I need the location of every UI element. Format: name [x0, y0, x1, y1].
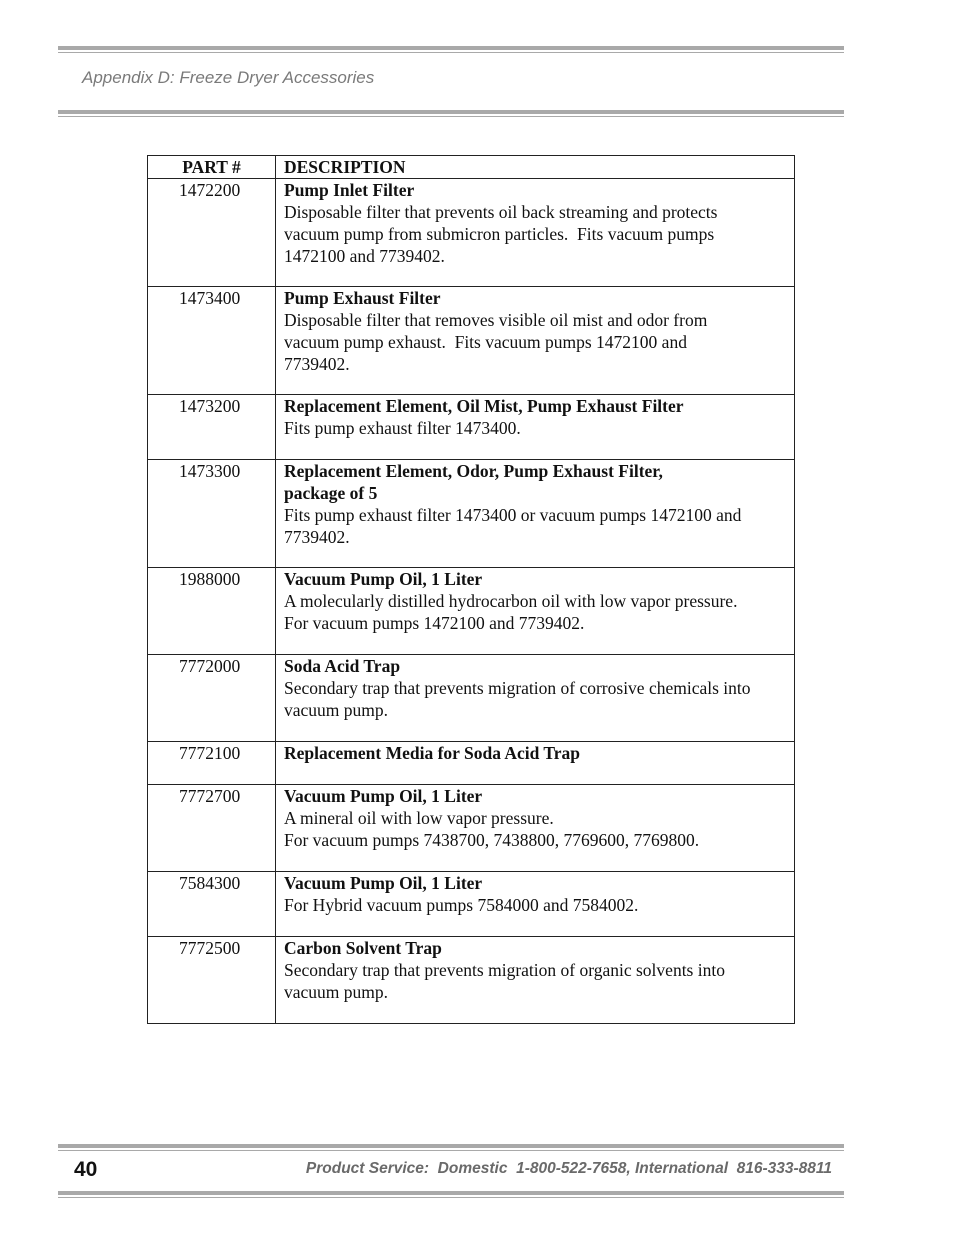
item-title: Pump Inlet Filter: [284, 180, 415, 200]
item-description-line: Disposable filter that removes visible oil mist and odor from: [284, 310, 708, 330]
item-description-line: 7739402.: [284, 527, 350, 547]
item-description-line: Secondary trap that prevents migration of corrosive chemicals into: [284, 678, 751, 698]
column-header-description: DESCRIPTION: [276, 156, 795, 179]
description-cell: [276, 287, 795, 395]
item-description-line: vacuum pump from submicron particles. Fits vacuum pumps: [284, 224, 715, 244]
part-number-cell: 1473400: [148, 287, 276, 395]
item-description-line: A molecularly distilled hydrocarbon oil with low vapor pressure.: [284, 591, 738, 611]
item-description-line: For vacuum pumps 1472100 and 7739402.: [284, 613, 585, 633]
item-description-line: For vacuum pumps 7438700, 7438800, 7769600, 7769800.: [284, 830, 700, 850]
item-title: Vacuum Pump Oil, 1 Liter: [284, 569, 483, 589]
item-title: Replacement Element, Oil Mist, Pump Exhaust Filter: [284, 396, 684, 416]
running-header: Appendix D: Freeze Dryer Accessories: [82, 68, 375, 87]
item-description-line: vacuum pump.: [284, 982, 389, 1002]
item-description-line: A mineral oil with low vapor pressure.: [284, 808, 554, 828]
part-number-cell: 7584300: [148, 872, 276, 937]
item-description-line: For Hybrid vacuum pumps 7584000 and 7584002.: [284, 895, 639, 915]
part-number-cell: 7772700: [148, 785, 276, 872]
table-row: [148, 395, 795, 460]
table-row: [148, 655, 795, 742]
table-row: [148, 287, 795, 395]
item-title: Carbon Solvent Trap: [284, 938, 442, 958]
item-title: Replacement Element, Odor, Pump Exhaust Filter,: [284, 461, 663, 481]
description-cell: [276, 568, 795, 655]
part-number-cell: 7772000: [148, 655, 276, 742]
description-cell: [276, 937, 795, 1024]
description-cell: [276, 395, 795, 460]
part-number-cell: 1472200: [148, 179, 276, 287]
description-cell: [276, 460, 795, 568]
table-row: [148, 179, 795, 287]
item-title: Pump Exhaust Filter: [284, 288, 441, 308]
part-number-cell: 7772500: [148, 937, 276, 1024]
item-title: package of 5: [284, 483, 378, 503]
item-title: Vacuum Pump Oil, 1 Liter: [284, 873, 483, 893]
description-cell: [276, 785, 795, 872]
header-divider: [58, 110, 844, 117]
part-number-cell: 1473300: [148, 460, 276, 568]
part-number-cell: 1473200: [148, 395, 276, 460]
table-row: [148, 460, 795, 568]
item-title: Vacuum Pump Oil, 1 Liter: [284, 786, 483, 806]
description-cell: [276, 655, 795, 742]
table-row: [148, 742, 795, 785]
part-number-cell: 7772100: [148, 742, 276, 785]
table-row: [148, 568, 795, 655]
table-row: [148, 937, 795, 1024]
item-description-line: vacuum pump.: [284, 700, 389, 720]
description-cell: [276, 179, 795, 287]
item-title: Soda Acid Trap: [284, 656, 401, 676]
item-description-line: 7739402.: [284, 354, 350, 374]
item-description-line: Fits pump exhaust filter 1473400 or vacuum pumps 1472100 and: [284, 505, 742, 525]
item-description-line: Secondary trap that prevents migration of organic solvents into: [284, 960, 725, 980]
footer-divider: [58, 1144, 844, 1151]
item-description-line: vacuum pump exhaust. Fits vacuum pumps 1472100 and: [284, 332, 687, 352]
item-description-line: 1472100 and 7739402.: [284, 246, 445, 266]
item-description-line: Fits pump exhaust filter 1473400.: [284, 418, 521, 438]
table-row: [148, 785, 795, 872]
item-title: Replacement Media for Soda Acid Trap: [284, 743, 581, 763]
product-service-contact: Product Service: Domestic 1-800-522-7658, International 816-333-8811: [305, 1160, 832, 1177]
part-number-cell: 1988000: [148, 568, 276, 655]
item-description-line: Disposable filter that prevents oil back streaming and protects: [284, 202, 718, 222]
footer-divider: [58, 1191, 844, 1198]
page-number: 40: [74, 1158, 98, 1181]
description-cell: [276, 742, 795, 785]
column-header-part: PART #: [148, 156, 276, 179]
header-divider: [58, 46, 844, 53]
table-row: [148, 872, 795, 937]
description-cell: [276, 872, 795, 937]
accessories-table: [147, 155, 795, 1024]
table-header-row: [148, 156, 795, 179]
